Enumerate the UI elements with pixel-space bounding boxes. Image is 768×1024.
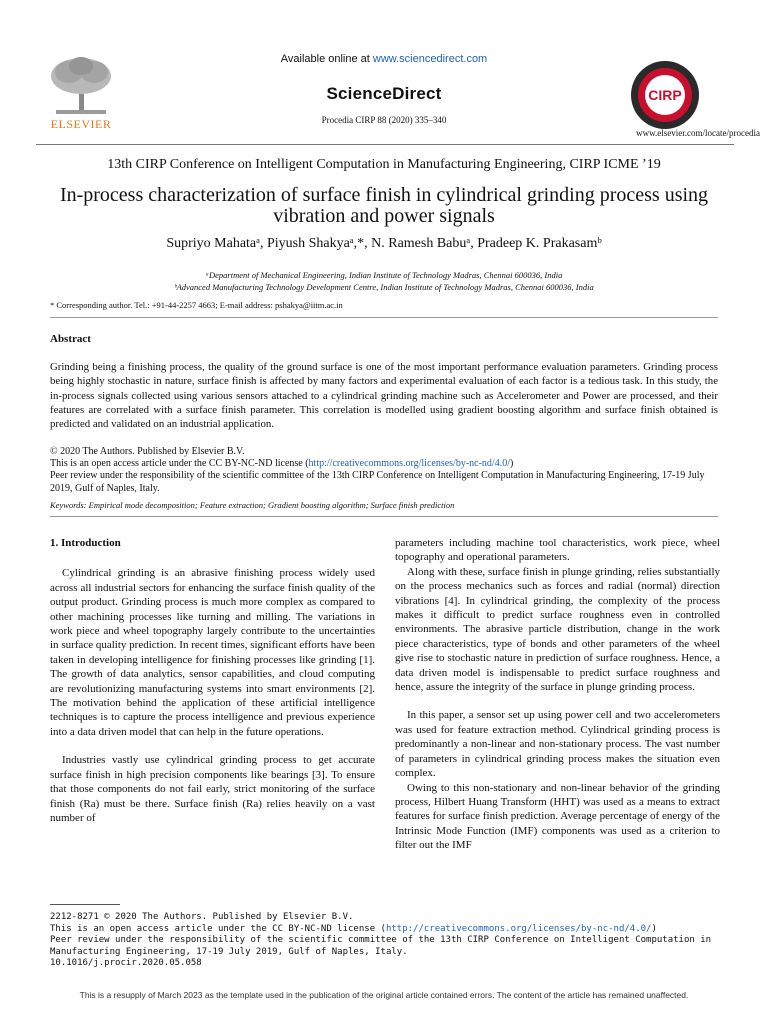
sciencedirect-link[interactable]: www.sciencedirect.com bbox=[372, 53, 488, 65]
keywords-line: Keywords: Empirical mode decomposition; Feature extraction; Gradient boosting algorithm; Surface finish prediction bbox=[50, 500, 455, 510]
affiliation-b: ᵇAdvanced Manufacturing Technology Development Centre, Indian Institute of Technology Madras, Chennai 600036, India bbox=[174, 282, 594, 292]
footer-license-line bbox=[50, 924, 730, 936]
footer-license-link[interactable]: http://creativecommons.org/licenses/by-nc-nd/4.0/ bbox=[385, 923, 652, 934]
corresponding-author: * Corresponding author. Tel.: +91-44-2257 4663; E-mail address: pshakya@iitm.ac.in bbox=[50, 300, 343, 310]
footer-license-suffix: ) bbox=[651, 923, 657, 934]
license-link[interactable]: http://creativecommons.org/licenses/by-nc-nd/4.0/ bbox=[308, 458, 510, 470]
paragraph: parameters including machine tool characteristics, work piece, wheel topography and operational parameters. bbox=[395, 537, 720, 564]
footer-license-prefix: This is an open access article under the CC BY-NC-ND license ( bbox=[50, 923, 386, 934]
copyright-line: © 2020 The Authors. Published by Elsevier B.V. bbox=[50, 446, 245, 457]
header-divider bbox=[36, 144, 734, 145]
abstract-top-divider bbox=[50, 317, 718, 318]
resupply-notice: This is a resupply of March 2023 as the template used in the publication of the original article contained errors. The content of the article has remained unaffected. bbox=[79, 990, 689, 1000]
paragraph: Along with these, surface finish in plunge grinding, relies substantially on the process mechanics such as forces and radial (normal) direction vibrations [4]. In cylindrical grinding, the complexity of the process makes it difficult to predict surface roughness even in controlled environments. The abrasive particle distribution, change in the work piece characteristics, type of bonds and other parameters of the wheel give rise to stochastic nature in prediction of surface roughness. Hence, a data driven model is indispensable to predict surface roughness and hence, assure the integrity of the surface in plunge grinding process. bbox=[395, 565, 720, 694]
abstract-bottom-divider bbox=[50, 516, 718, 517]
issn-line: 2212-8271 © 2020 The Authors. Published by Elsevier B.V. bbox=[50, 912, 354, 922]
abstract-heading: Abstract bbox=[50, 333, 91, 345]
paragraph: In this paper, a sensor set up using power cell and two accelerometers was used for feature extraction method. Cylindrical grinding process is predominantly a non-linear and non-stationary process. The vast number of parameters in cylindrical grinding process makes the situation even complex. bbox=[395, 709, 720, 780]
abstract-body: Grinding being a finishing process, the quality of the ground surface is one of the most important performance evaluation parameters. Grinding process being highly stochastic in nature, surface finish is affected by many factors and experimental evaluation of each factor is a tedious task. In this study, the in-process signals collected using various sensors attached to a cylindrical grinding machine such as Accelerometer and Power are processed, and their features are correlated with a surface finish parameter. This correlation is modelled using gradient boosting algorithm and surface finish obtained is predicted and validated on an industrial application. bbox=[50, 361, 718, 431]
body-left-column bbox=[50, 536, 375, 825]
license-line bbox=[50, 458, 718, 470]
sciencedirect-brand: ScienceDirect bbox=[326, 84, 442, 103]
peer-review-line: Peer review under the responsibility of the scientific committee of the 13th CIRP Conference on Intelligent Computation in Manufacturing Engineering, 17-19 July 2019, Gulf of Naples, Italy. bbox=[50, 470, 705, 494]
body-right-column bbox=[395, 536, 720, 853]
paper-title: In-process characterization of surface finish in cylindrical grinding process using vibration and power signals bbox=[59, 184, 709, 227]
footer-peer-review: Peer review under the responsibility of the scientific committee of the 13th CIRP Conference on Intelligent Computation in Manufacturing Engineering, 17-19 July 2019, Gulf of Naples, Italy. bbox=[50, 935, 712, 957]
author-list: Supriyo Mahataᵃ, Piyush Shakyaᵃ,*, N. Ramesh Babuᵃ, Pradeep K. Prakasamᵇ bbox=[166, 236, 602, 251]
paragraph: Owing to this non-stationary and non-linear behavior of the grinding process, Hilbert Huang Transform (HHT) was used as a means to extract features for surface finish prediction. Average percentage of energy of the Intrinsic Mode Function (IMF) components was used as a criterion to filter out the IMF bbox=[395, 781, 720, 852]
paragraph: Industries vastly use cylindrical grinding process to get accurate surface finish in high precision components like bearings [3]. To ensure that those components do not fail early, strict monitoring of the surface finish (Ra) must be there. Surface finish (Ra) relies heavily on a vast number of bbox=[50, 754, 375, 824]
paragraph: Cylindrical grinding is an abrasive finishing process widely used across all industrial sectors for enhancing the surface finish quality of the output product. Grinding process is much more complex as compared to other machining processes like turning and milling. The variations in work piece and wheel topography largely contribute to the uncertainties in surface quality prediction. In recent times, significant efforts have been taken in developing intelligence for finishing processes like grinding [1]. The growth of data analytics, sensor capabilities, and cloud computing are revolutionizing manufacturing systems into smart environments [2]. The motivation behind the application of these artificial intelligence techniques is to capture the process intelligence and previous experience into a data driven model that can help in the future operations. bbox=[50, 567, 375, 738]
license-prefix: This is an open access article under the CC BY-NC-ND license ( bbox=[50, 458, 309, 470]
elsevier-wordmark: ELSEVIER bbox=[50, 117, 112, 131]
footer-divider bbox=[50, 904, 120, 905]
cirp-logo bbox=[630, 60, 700, 130]
journal-homepage-url[interactable]: www.elsevier.com/locate/procedia bbox=[636, 128, 760, 138]
cirp-logo-text: CIRP bbox=[648, 87, 682, 103]
doi-line[interactable]: 10.1016/j.procir.2020.05.058 bbox=[50, 958, 202, 969]
abstract-license-block bbox=[50, 446, 718, 495]
footer-block bbox=[50, 912, 730, 970]
available-prefix: Available online at bbox=[280, 53, 373, 65]
section-heading: 1. Introduction bbox=[50, 537, 121, 549]
license-suffix: ) bbox=[509, 458, 514, 470]
journal-reference: Procedia CIRP 88 (2020) 335–340 bbox=[321, 115, 447, 125]
affiliation-a: ᵃDepartment of Mechanical Engineering, Indian Institute of Technology Madras, Chennai 600036, India bbox=[205, 270, 563, 280]
conference-name: 13th CIRP Conference on Intelligent Computation in Manufacturing Engineering, CIRP ICME ’19 bbox=[107, 157, 661, 172]
